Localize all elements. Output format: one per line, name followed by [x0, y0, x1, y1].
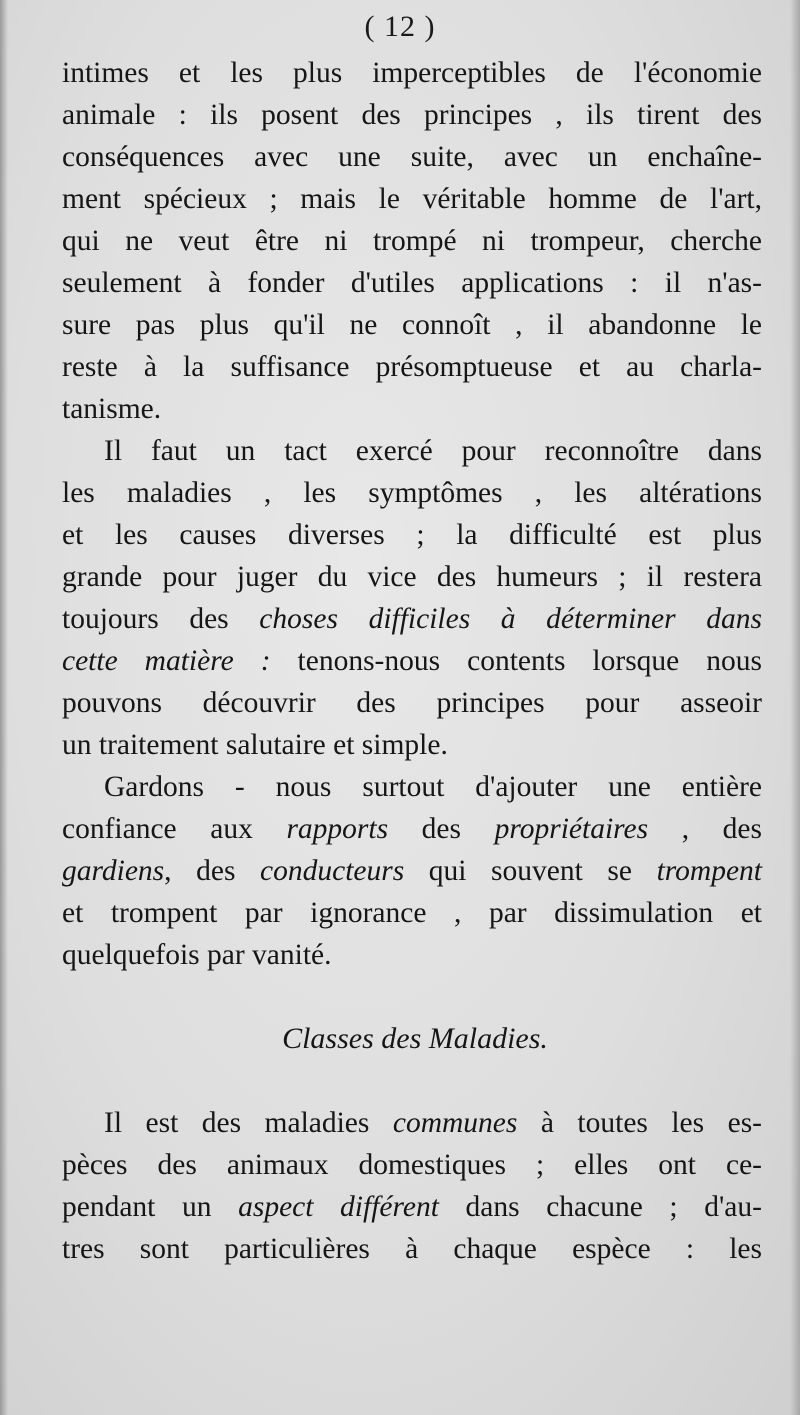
text-run: tres sont particulières à chaque espèce : les	[62, 1233, 762, 1265]
text-run: tenons-nous contents lorsque nous	[270, 645, 762, 677]
text-line	[62, 472, 762, 514]
italic-phrase: gardiens	[62, 855, 165, 887]
italic-phrase: choses difficiles à déterminer dans	[259, 603, 762, 635]
italic-phrase: rapports	[286, 813, 389, 845]
spacer	[62, 976, 762, 1018]
text-line	[62, 346, 762, 388]
text-line	[62, 640, 762, 682]
text-run: dans chacune ; d'au-	[438, 1191, 762, 1223]
text-line	[62, 766, 762, 808]
text-line	[62, 808, 762, 850]
text-line	[62, 1102, 762, 1144]
text-run: quelquefois par vanité.	[62, 939, 332, 971]
text-line	[62, 262, 762, 304]
page-edge-shadow-left	[0, 0, 8, 1415]
text-line	[62, 388, 762, 430]
text-line	[62, 304, 762, 346]
text-line	[62, 598, 762, 640]
text-run: grande pour juger du vice des humeurs ; il restera	[62, 561, 762, 593]
paragraph-3	[62, 766, 762, 976]
italic-phrase: propriétaires	[494, 813, 649, 845]
page-edge-shadow-right	[790, 0, 800, 1415]
section-heading: Classes des Maladies.	[282, 1022, 548, 1055]
text-run: reste à la suffisance présomptueuse et au charla-	[62, 351, 762, 383]
text-run: et les causes diverses ; la difficulté est plus	[62, 519, 762, 551]
text-run: animale : ils posent des principes , ils tirent des	[62, 99, 762, 131]
text-run: pèces des animaux domestiques ; elles ont ce-	[62, 1149, 762, 1181]
text-line	[62, 1186, 762, 1228]
text-line	[62, 94, 762, 136]
text-line	[62, 178, 762, 220]
text-line	[62, 934, 762, 976]
text-line	[62, 850, 762, 892]
text-run: et trompent par ignorance , par dissimulation et	[62, 897, 762, 929]
italic-phrase: aspect différent	[238, 1191, 439, 1223]
text-run: à toutes les es-	[517, 1107, 762, 1139]
text-line	[62, 1144, 762, 1186]
text-line	[62, 892, 762, 934]
text-run: pouvons découvrir des principes pour asseoir	[62, 687, 762, 719]
text-run: conséquences avec une suite, avec un enchaîne-	[62, 141, 762, 173]
text-run: des	[388, 813, 495, 845]
italic-phrase: trompent	[656, 855, 762, 887]
text-run: tanisme.	[62, 393, 162, 425]
body-text	[62, 52, 762, 1270]
text-run: pendant un	[62, 1191, 239, 1223]
text-line	[62, 52, 762, 94]
paragraph-4	[62, 1102, 762, 1270]
text-line	[62, 136, 762, 178]
text-line	[62, 430, 762, 472]
text-run: qui ne veut être ni trompé ni trompeur, cherche	[62, 225, 762, 257]
text-run: ment spécieux ; mais le véritable homme de l'art,	[62, 183, 762, 215]
text-line	[62, 220, 762, 262]
text-run: intimes et les plus imperceptibles de l'économie	[62, 57, 762, 89]
italic-phrase: cette matière :	[62, 645, 271, 677]
text-run: un traitement salutaire et simple.	[62, 729, 448, 761]
italic-phrase: conducteurs	[260, 855, 405, 887]
text-run: confiance aux	[62, 813, 287, 845]
text-run: sure pas plus qu'il ne connoît , il abandonne le	[62, 309, 762, 341]
text-run: , des	[648, 813, 762, 845]
italic-phrase: communes	[392, 1107, 518, 1139]
text-run: Il faut un tact exercé pour reconnoître dans	[104, 435, 762, 467]
text-run: seulement à fonder d'utiles applications : il n'as-	[62, 267, 762, 299]
paragraph-1	[62, 52, 762, 430]
paragraph-2	[62, 430, 762, 766]
text-run: Gardons - nous surtout d'ajouter une entière	[104, 771, 762, 803]
text-run: , des	[164, 855, 261, 887]
text-run: les maladies , les symptômes , les altérations	[62, 477, 762, 509]
page-number: ( 12 )	[364, 10, 436, 43]
spacer	[62, 1060, 762, 1102]
text-line	[62, 682, 762, 724]
text-line	[62, 724, 762, 766]
text-run: qui souvent se	[404, 855, 657, 887]
text-line	[62, 556, 762, 598]
text-line	[62, 1228, 762, 1270]
text-line	[62, 514, 762, 556]
text-run: toujours des	[62, 603, 260, 635]
text-run: Il est des maladies	[104, 1107, 393, 1139]
